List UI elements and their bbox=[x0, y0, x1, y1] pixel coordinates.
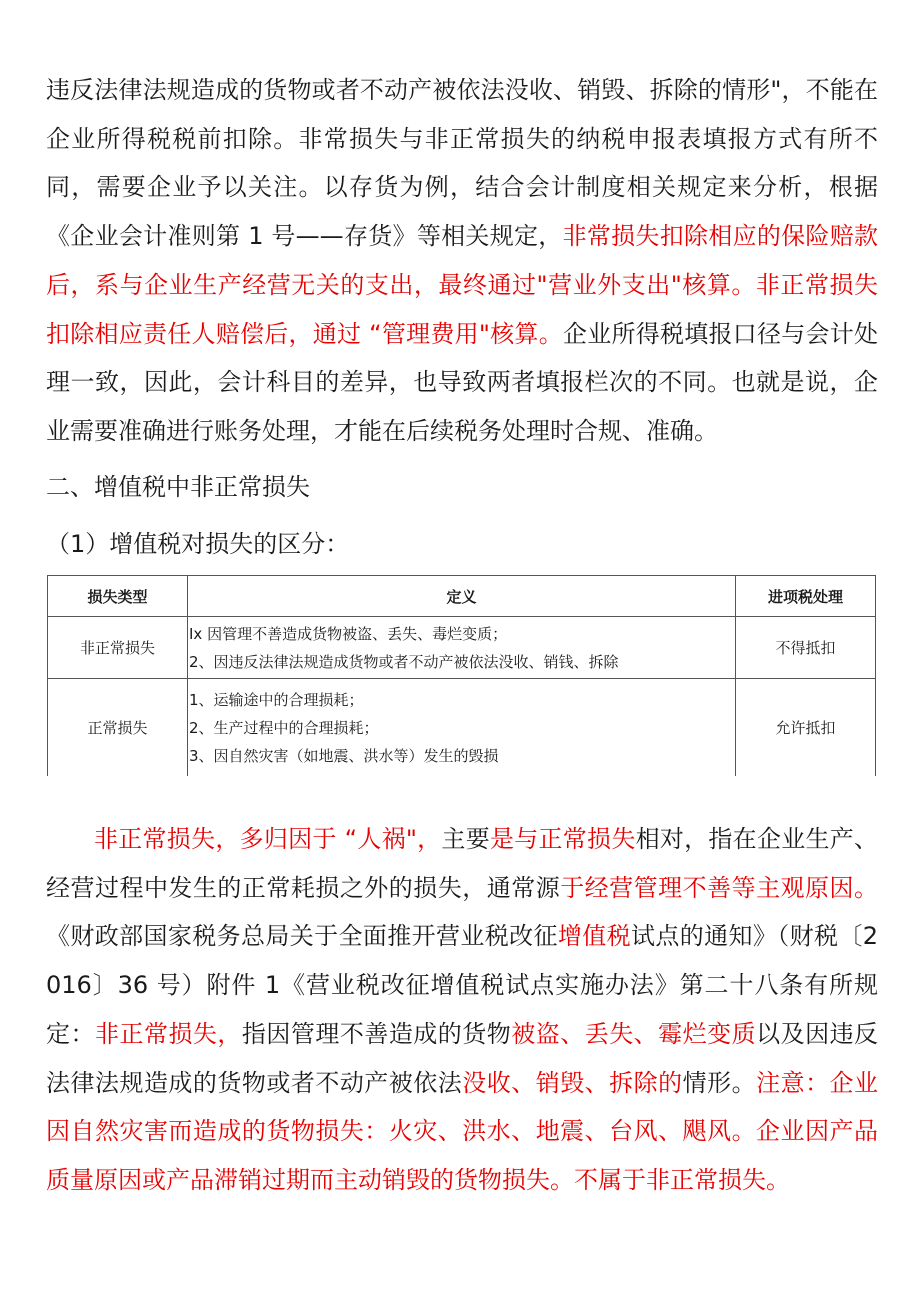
section-heading: 二、增值税中非正常损失 bbox=[46, 473, 310, 501]
text-segment: 增值税 bbox=[557, 922, 631, 951]
table-row bbox=[48, 617, 876, 679]
header-loss-type: 损失类型 bbox=[48, 576, 188, 617]
loss-classification-table bbox=[47, 575, 876, 776]
text-segment: 非正常损失， bbox=[94, 1019, 242, 1048]
table-caption: （1）增值税对损失的区分： bbox=[46, 530, 350, 558]
text-segment: 注意：企业因自然灾害而造成的货物损失：火灾、洪水、地震、台风、飓风。企业因产品质量原因或产品滞销过期而主动销毁的货物损失。不属于非正常损失。 bbox=[46, 1068, 879, 1194]
cell-loss-type: 正常损失 bbox=[48, 679, 188, 777]
non-normal-loss-paragraph bbox=[46, 815, 878, 1205]
text-segment: 情形。 bbox=[682, 1068, 757, 1097]
definition-line: Ix 因管理不善造成货物被盗、丢失、毒烂变质； bbox=[189, 624, 508, 643]
intro-text-2: 企业所得税填报口径与会计处理一致，因此，会计科目的差异，也导致两者填报栏次的不同。也就是说，企业需要准确进行账务处理，才能在后续税务处理时合规、准确。 bbox=[46, 319, 879, 445]
text-segment: 主要 bbox=[441, 825, 490, 853]
text-segment: 于经营管理不善等主观原因。 bbox=[560, 873, 879, 902]
text-segment: 非正常损失，多归因于 “人祸"， bbox=[94, 825, 442, 853]
text-segment: 《财政部国家税务总局关于全面推开营业税改征 bbox=[46, 922, 558, 951]
intro-highlight: 非常损失扣除相应的保险赔款后，系与企业生产经营无关的支出，最终通过"营业外支出"核算。非正常损失扣除相应责任人赔偿后，通过 “管理费用"核算。 bbox=[46, 222, 879, 348]
cell-loss-type: 非正常损失 bbox=[48, 617, 188, 679]
text-segment: 指因管理不善造成的货物 bbox=[241, 1019, 512, 1048]
table-row bbox=[48, 679, 876, 777]
text-segment: 相对，指在企业生产、经营过程中发生的正常耗损之外的损失，通常源 bbox=[46, 825, 879, 902]
text-segment: 没收、销毁、拆除的 bbox=[462, 1068, 683, 1097]
intro-paragraph bbox=[46, 66, 878, 456]
definition-line: 1、运输途中的合理损耗； bbox=[189, 690, 364, 709]
cell-tax-treatment: 允许抵扣 bbox=[736, 679, 876, 777]
cell-definition bbox=[188, 679, 736, 777]
header-definition: 定义 bbox=[188, 576, 736, 617]
text-segment: 以及因违反法律法规造成的货物或者不动产被依法 bbox=[46, 1019, 879, 1097]
definition-line: 2、因违反法律法规造成货物或者不动产被依法没收、销钱、拆除 bbox=[189, 652, 619, 671]
text-segment: 被盗、丢失、霉烂变质 bbox=[511, 1019, 757, 1048]
definition-line: 3、因自然灾害（如地震、洪水等）发生的毁损 bbox=[189, 746, 499, 765]
header-input-tax: 进项税处理 bbox=[736, 576, 876, 617]
intro-text-1: 违反法律法规造成的货物或者不动产被依法没收、销毁、拆除的情形"，不能在企业所得税税前扣除。非常损失与非正常损失的纳税申报表填报方式有所不同，需要企业予以关注。以存货为例，结合会计制度相关规定来分析，根据《企业会计准则第 1 号——存货》等相关规定， bbox=[46, 76, 878, 251]
cell-tax-treatment: 不得抵扣 bbox=[736, 617, 876, 679]
table-header-row bbox=[48, 576, 876, 617]
definition-line: 2、生产过程中的合理损耗； bbox=[189, 718, 379, 737]
text-segment: 试点的通知》（财税〔2016〕36 号）附件 1《营业税改征增值税试点实施办法》第二十八条有所规定： bbox=[46, 922, 878, 1048]
text-segment: 是与正常损失 bbox=[489, 825, 636, 853]
cell-definition bbox=[188, 617, 736, 679]
